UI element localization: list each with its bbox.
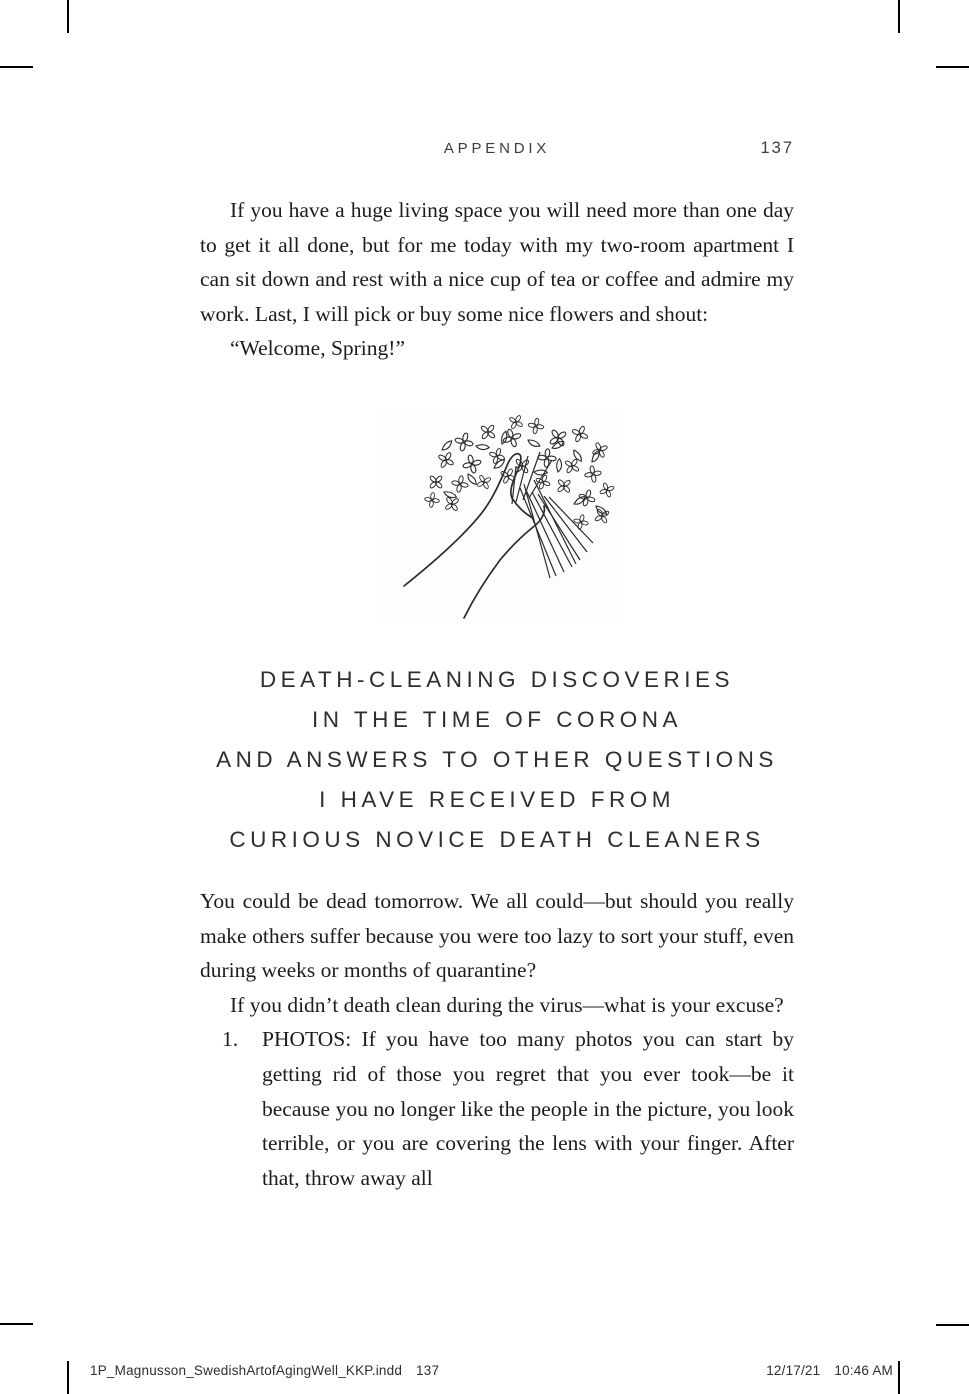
numbered-list — [200, 1022, 794, 1195]
crop-mark — [898, 1361, 900, 1394]
crop-mark — [0, 1323, 33, 1325]
section-heading-line: DEATH-CLEANING DISCOVERIES — [259, 667, 735, 692]
crop-mark — [936, 66, 969, 68]
slug-right — [766, 1363, 893, 1378]
folio-page-number: 137 — [760, 139, 794, 157]
slug-left — [90, 1363, 439, 1378]
paragraph: If you have a huge living space you will need more than one day to get it all done, but for me today with my two-room apartment I can sit down and rest with a nice cup of tea or coffee and admire my work. Last, I will pick or buy some nice flowers and shout: — [200, 198, 794, 326]
bouquet-illustration — [376, 410, 624, 622]
crop-mark — [898, 0, 900, 33]
text-flow-top — [200, 193, 794, 366]
crop-mark — [936, 1324, 969, 1326]
slug-time: 10:46 AM — [834, 1363, 893, 1378]
hand-bouquet-drawing — [376, 410, 624, 622]
slug-page-number: 137 — [416, 1363, 440, 1378]
dialogue-line: “Welcome, Spring!” — [230, 336, 405, 361]
section-heading-line: AND ANSWERS TO OTHER QUESTIONS — [216, 747, 778, 772]
section-heading-line: I HAVE RECEIVED FROM — [319, 787, 675, 812]
list-item-text: PHOTOS: If you have too many photos you can start by getting rid of those you regret that you ever took—be it because you no longer like the people in the picture, you look terrible, or you are covering the lens with your finger. After that, throw away all — [262, 1027, 794, 1190]
crop-mark — [0, 66, 33, 68]
paragraph: You could be dead tomorrow. We all could—but should you really make others suffer because you were too lazy to sort your stuff, even during weeks or months of quarantine? — [200, 889, 794, 983]
paragraph: If you didn’t death clean during the virus—what is your excuse? — [230, 992, 784, 1017]
crop-mark — [67, 0, 69, 33]
section-heading-line: CURIOUS NOVICE DEATH CLEANERS — [229, 827, 765, 852]
page-header — [200, 140, 794, 164]
crop-mark — [67, 1361, 69, 1394]
section-heading — [200, 660, 794, 860]
section-heading-line: IN THE TIME OF CORONA — [312, 707, 682, 732]
slug-filename: 1P_Magnusson_SwedishArtofAgingWell_KKP.indd — [90, 1363, 403, 1378]
text-flow-bottom — [200, 884, 794, 1195]
list-item — [200, 1022, 794, 1195]
list-item-number: 1. — [222, 1027, 239, 1052]
running-head: APPENDIX — [443, 140, 551, 157]
slug-date: 12/17/21 — [766, 1363, 821, 1378]
